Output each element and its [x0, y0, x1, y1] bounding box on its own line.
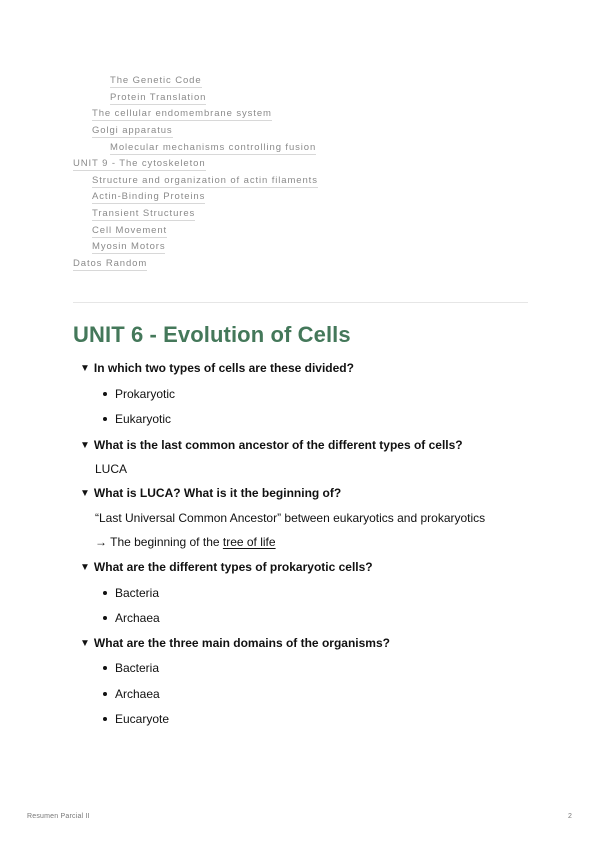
- toggle-question-luca[interactable]: [80, 486, 341, 500]
- bullet-icon: [103, 692, 107, 696]
- bullet-icon: [103, 717, 107, 721]
- question-text: What are the three main domains of the organisms?: [93, 636, 390, 650]
- page-title: UNIT 6 - Evolution of Cells: [73, 322, 351, 347]
- toc-link-transient-structures[interactable]: Transient Structures: [92, 208, 196, 219]
- toggle-question-prokaryotic-types[interactable]: [80, 560, 373, 574]
- triangle-down-icon[interactable]: ▼: [80, 487, 90, 499]
- toc-link-myosin-motors[interactable]: Myosin Motors: [92, 241, 166, 252]
- bullet-icon: [103, 666, 107, 670]
- list-item-text: Bacteria: [115, 586, 160, 600]
- bullet-icon: [103, 392, 107, 396]
- toggle-question-cell-types[interactable]: [80, 361, 354, 375]
- triangle-down-icon[interactable]: ▼: [80, 637, 90, 649]
- list-item-text: Bacteria: [115, 661, 160, 675]
- answer-prefix: → The beginning of the: [95, 535, 223, 549]
- toggle-question-common-ancestor[interactable]: [80, 438, 463, 452]
- list-item-text: Eucaryote: [115, 712, 170, 726]
- list-item: [103, 611, 160, 625]
- list-item: [103, 687, 160, 701]
- toc-link-unit-9[interactable]: UNIT 9 - The cytoskeleton: [73, 158, 206, 169]
- tree-of-life-link[interactable]: tree of life: [222, 535, 276, 549]
- question-text: What is LUCA? What is it the beginning of?: [93, 486, 342, 500]
- toc-link-endomembrane-system[interactable]: The cellular endomembrane system: [92, 108, 272, 119]
- list-item-text: Archaea: [115, 687, 160, 701]
- list-item: [103, 712, 169, 726]
- list-item: [103, 387, 175, 401]
- toc-link-genetic-code[interactable]: The Genetic Code: [110, 75, 202, 86]
- list-item-text: Eukaryotic: [115, 412, 172, 426]
- toc-link-actin-binding-proteins[interactable]: Actin-Binding Proteins: [92, 191, 206, 202]
- bullet-icon: [103, 417, 107, 421]
- answer-line: [95, 535, 276, 549]
- list-item: [103, 661, 159, 675]
- toc-link-molecular-mechanisms[interactable]: Molecular mechanisms controlling fusion: [110, 142, 317, 153]
- toggle-question-domains[interactable]: [80, 636, 390, 650]
- list-item: [103, 412, 171, 426]
- bullet-icon: [103, 591, 107, 595]
- triangle-down-icon[interactable]: ▼: [80, 362, 90, 374]
- question-text: What are the different types of prokaryotic cells?: [93, 560, 373, 574]
- triangle-down-icon[interactable]: ▼: [80, 561, 90, 573]
- answer-text: LUCA: [95, 462, 128, 476]
- triangle-down-icon[interactable]: ▼: [80, 439, 90, 451]
- toc-link-datos-random[interactable]: Datos Random: [73, 258, 148, 269]
- answer-text: “Last Universal Common Ancestor” between eukaryotics and prokaryotics: [95, 511, 486, 525]
- question-text: What is the last common ancestor of the different types of cells?: [93, 438, 463, 452]
- page-number: 2: [568, 813, 572, 820]
- list-item-text: Prokaryotic: [115, 387, 176, 401]
- bullet-icon: [103, 616, 107, 620]
- toc-link-cell-movement[interactable]: Cell Movement: [92, 225, 168, 236]
- list-item-text: Archaea: [115, 611, 160, 625]
- section-divider: [73, 302, 528, 303]
- toc-link-protein-translation[interactable]: Protein Translation: [110, 92, 207, 103]
- footer-title: Resumen Parcial II: [27, 813, 90, 820]
- toc-link-actin-filaments[interactable]: Structure and organization of actin filaments: [92, 175, 318, 186]
- list-item: [103, 586, 159, 600]
- question-text: In which two types of cells are these divided?: [93, 361, 354, 375]
- toc-link-golgi-apparatus[interactable]: Golgi apparatus: [92, 125, 173, 136]
